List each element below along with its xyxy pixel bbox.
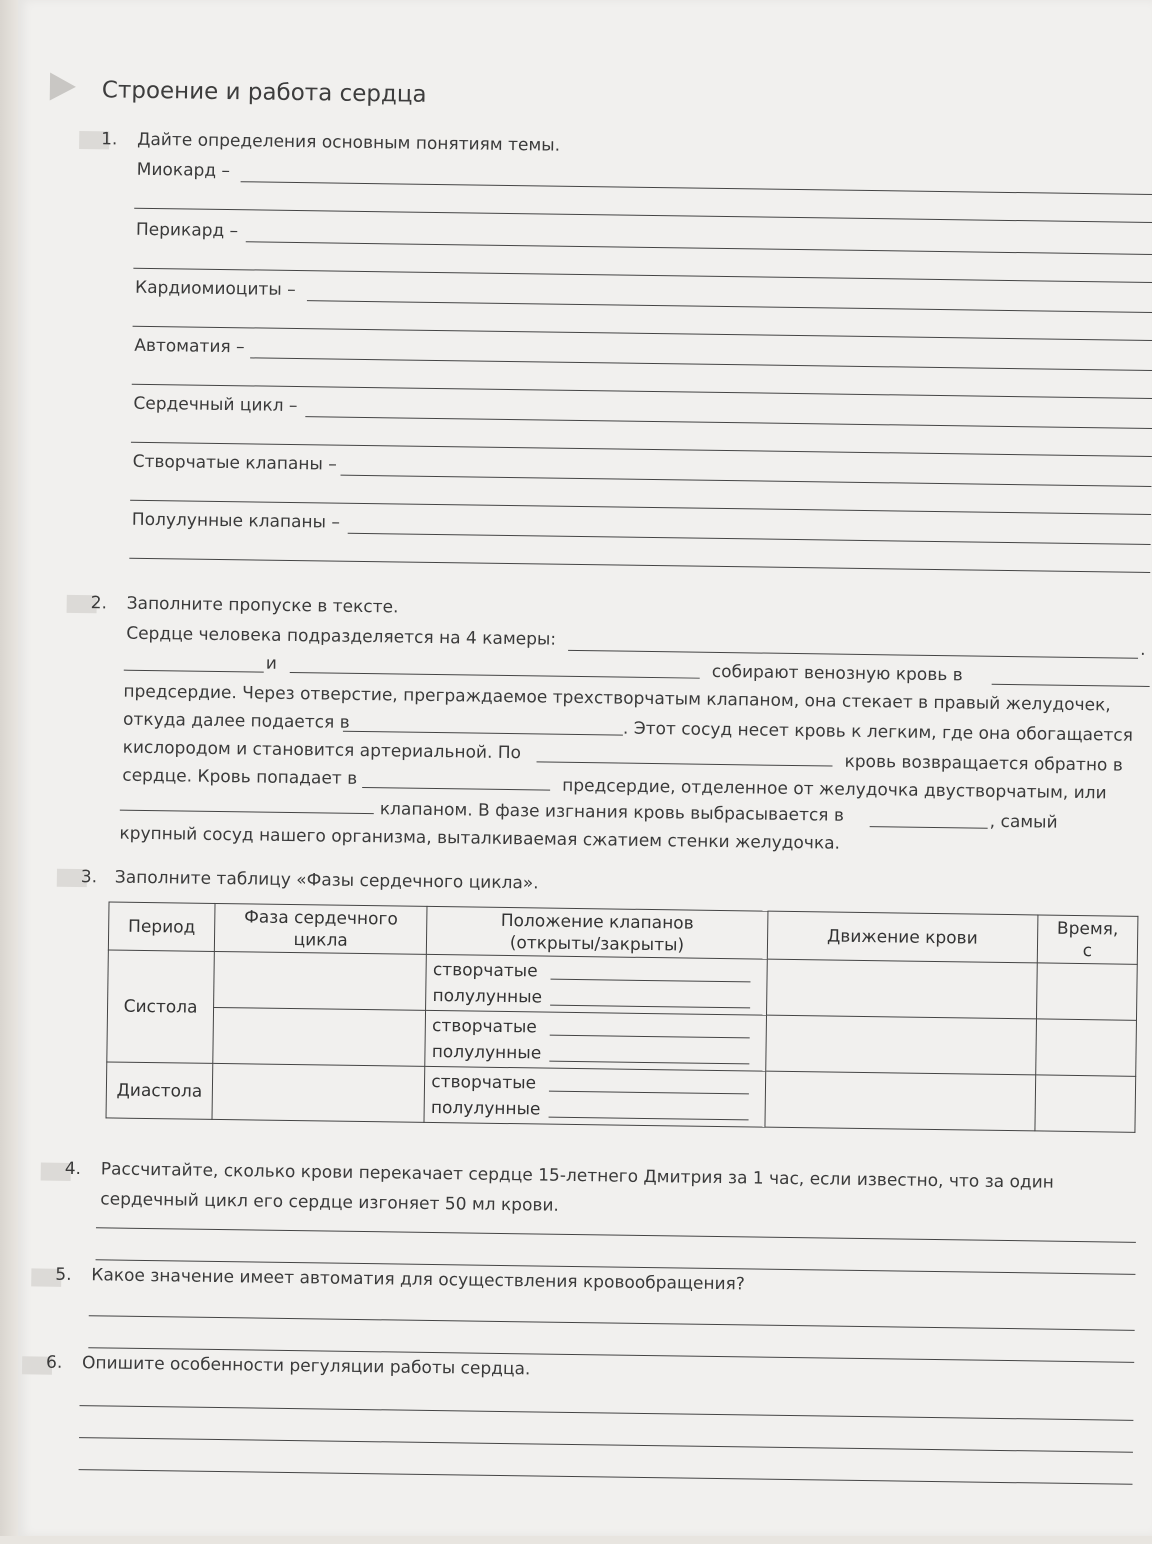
fill-blank[interactable]: [550, 1034, 749, 1038]
fill-blank[interactable]: [124, 670, 264, 673]
q4-number: 4.: [64, 1158, 82, 1180]
valve-label-leaflet: створчатые: [431, 1015, 537, 1037]
q1-number: 1.: [101, 129, 118, 150]
valves-cell: [424, 1066, 765, 1127]
time-cell[interactable]: [1036, 963, 1137, 1020]
q2-line-2: собирают венозную кровь в: [711, 661, 963, 686]
term-leaflet-valves: Створчатые клапаны –: [132, 451, 337, 475]
valves-cell: [426, 954, 767, 1015]
fill-blank[interactable]: [870, 826, 988, 829]
fill-blank[interactable]: [992, 684, 1150, 687]
phase-cell[interactable]: [214, 951, 427, 1010]
q6-text: Опишите особенности регуляции работы сердца.: [81, 1353, 531, 1380]
valves-cell: [425, 1010, 766, 1071]
q2-line-7b: , самый: [989, 811, 1058, 833]
q2-line-1: Сердце человека подразделяется на 4 камеры:: [126, 623, 557, 650]
q2-and: и: [265, 653, 278, 674]
q1-text: Дайте определения основным понятиям темы.: [137, 129, 561, 156]
answer-line[interactable]: [348, 533, 1151, 545]
q2-line-6b: предсердие, отделенное от желудочка двустворчатым, или: [562, 775, 1107, 804]
blood-cell[interactable]: [765, 1071, 1036, 1131]
q3-number: 3.: [80, 867, 98, 888]
col-header-phase: Фаза сердечного цикла: [214, 903, 427, 954]
q5-text: Какое значение имеет автоматия для осуществления кровообращения?: [91, 1265, 745, 1295]
valve-label-semilunar: полулунные: [431, 1041, 542, 1064]
q2-line-3: предсердие. Через отверстие, преграждаемое трехстворчатым клапаном, она стекает в правый желудочек,: [123, 681, 1111, 716]
systole-cell: Систола: [107, 950, 215, 1063]
fill-blank[interactable]: [120, 810, 374, 815]
cardiac-cycle-table: [106, 901, 1139, 1132]
valve-label-semilunar: полулунные: [430, 1097, 541, 1120]
valve-label-leaflet: створчатые: [432, 959, 538, 981]
q2-line-1-end: .: [1140, 639, 1146, 660]
answer-line[interactable]: [133, 326, 1152, 341]
term-cardiomyocytes: Кардиомиоциты –: [134, 277, 296, 301]
answer-line[interactable]: [341, 475, 1152, 487]
title-marker-icon: [50, 73, 76, 101]
fill-blank[interactable]: [362, 787, 550, 791]
answer-line[interactable]: [250, 357, 1152, 371]
fill-blank[interactable]: [551, 978, 750, 982]
answer-line[interactable]: [241, 181, 1152, 195]
answer-line[interactable]: [129, 558, 1150, 573]
valve-label-semilunar: полулунные: [432, 985, 543, 1008]
answer-line[interactable]: [79, 1437, 1133, 1453]
term-pericard: Перикард –: [135, 219, 239, 242]
q2-line-5b: кровь возвращается обратно в: [844, 751, 1123, 776]
fill-blank[interactable]: [537, 761, 833, 766]
fill-blank[interactable]: [343, 731, 623, 736]
valve-label-leaflet: створчатые: [431, 1071, 537, 1093]
q2-line-5a: кислородом и становится артериальной. По: [122, 737, 522, 764]
fill-blank[interactable]: [568, 650, 1138, 659]
answer-line[interactable]: [79, 1405, 1133, 1421]
phase-cell[interactable]: [213, 1007, 426, 1066]
q6-number: 6.: [45, 1352, 63, 1373]
page-title: Строение и работа сердца: [101, 77, 427, 108]
term-myocard: Миокард –: [136, 159, 231, 182]
q2-line-4a: откуда далее подается в: [122, 709, 350, 733]
q4-text-2: сердечный цикл его сердце изгоняет 50 мл крови.: [100, 1189, 560, 1216]
fill-blank[interactable]: [550, 1004, 749, 1008]
col-header-time: Время, с: [1037, 915, 1138, 964]
q2-line-6a: сердце. Кровь попадает в: [122, 765, 358, 789]
fill-blank[interactable]: [549, 1090, 748, 1094]
term-cardiac-cycle: Сердечный цикл –: [133, 393, 298, 417]
col-header-blood: Движение крови: [767, 911, 1038, 963]
q3-text: Заполните таблицу «Фазы сердечного цикла».: [114, 867, 539, 894]
q2-line-8: крупный сосуд нашего организма, выталкиваемая сжатием стенки желудочка.: [119, 823, 841, 854]
q4-text-1: Рассчитайте, сколько крови перекачает сердце 15-летнего Дмитрия за 1 час, если известно, что за один: [100, 1159, 1054, 1193]
q2-line-4b: . Этот сосуд несет кровь к легким, где она обогащается: [622, 718, 1134, 746]
q5-number: 5.: [55, 1264, 72, 1285]
answer-line[interactable]: [79, 1469, 1133, 1485]
fill-blank[interactable]: [549, 1116, 748, 1120]
fill-blank[interactable]: [290, 672, 700, 679]
q2-text: Заполните пропуске в тексте.: [126, 593, 399, 618]
blood-cell[interactable]: [766, 959, 1037, 1019]
q2-line-7a: клапаном. В фазе изгнания кровь выбрасывается в: [379, 799, 845, 826]
term-semilunar-valves: Полулунные клапаны –: [131, 509, 341, 533]
worksheet-content: [8, 0, 1152, 1544]
answer-line[interactable]: [89, 1315, 1135, 1331]
worksheet-page: [18, 0, 1152, 1536]
time-cell[interactable]: [1036, 1019, 1137, 1076]
answer-line[interactable]: [96, 1227, 1136, 1243]
blood-cell[interactable]: [765, 1015, 1036, 1075]
answer-line[interactable]: [134, 208, 1152, 223]
phase-cell[interactable]: [212, 1063, 425, 1122]
col-header-period: Период: [108, 902, 215, 951]
term-automatism: Автоматия –: [134, 335, 245, 358]
time-cell[interactable]: [1035, 1075, 1136, 1132]
answer-line[interactable]: [246, 241, 1152, 255]
fill-blank[interactable]: [550, 1060, 749, 1064]
diastole-cell: Диастола: [106, 1062, 213, 1119]
col-header-valves: Положение клапанов (открыты/закрыты): [427, 906, 768, 959]
answer-line[interactable]: [305, 416, 1152, 429]
q2-number: 2.: [90, 593, 108, 614]
answer-line[interactable]: [307, 300, 1152, 313]
